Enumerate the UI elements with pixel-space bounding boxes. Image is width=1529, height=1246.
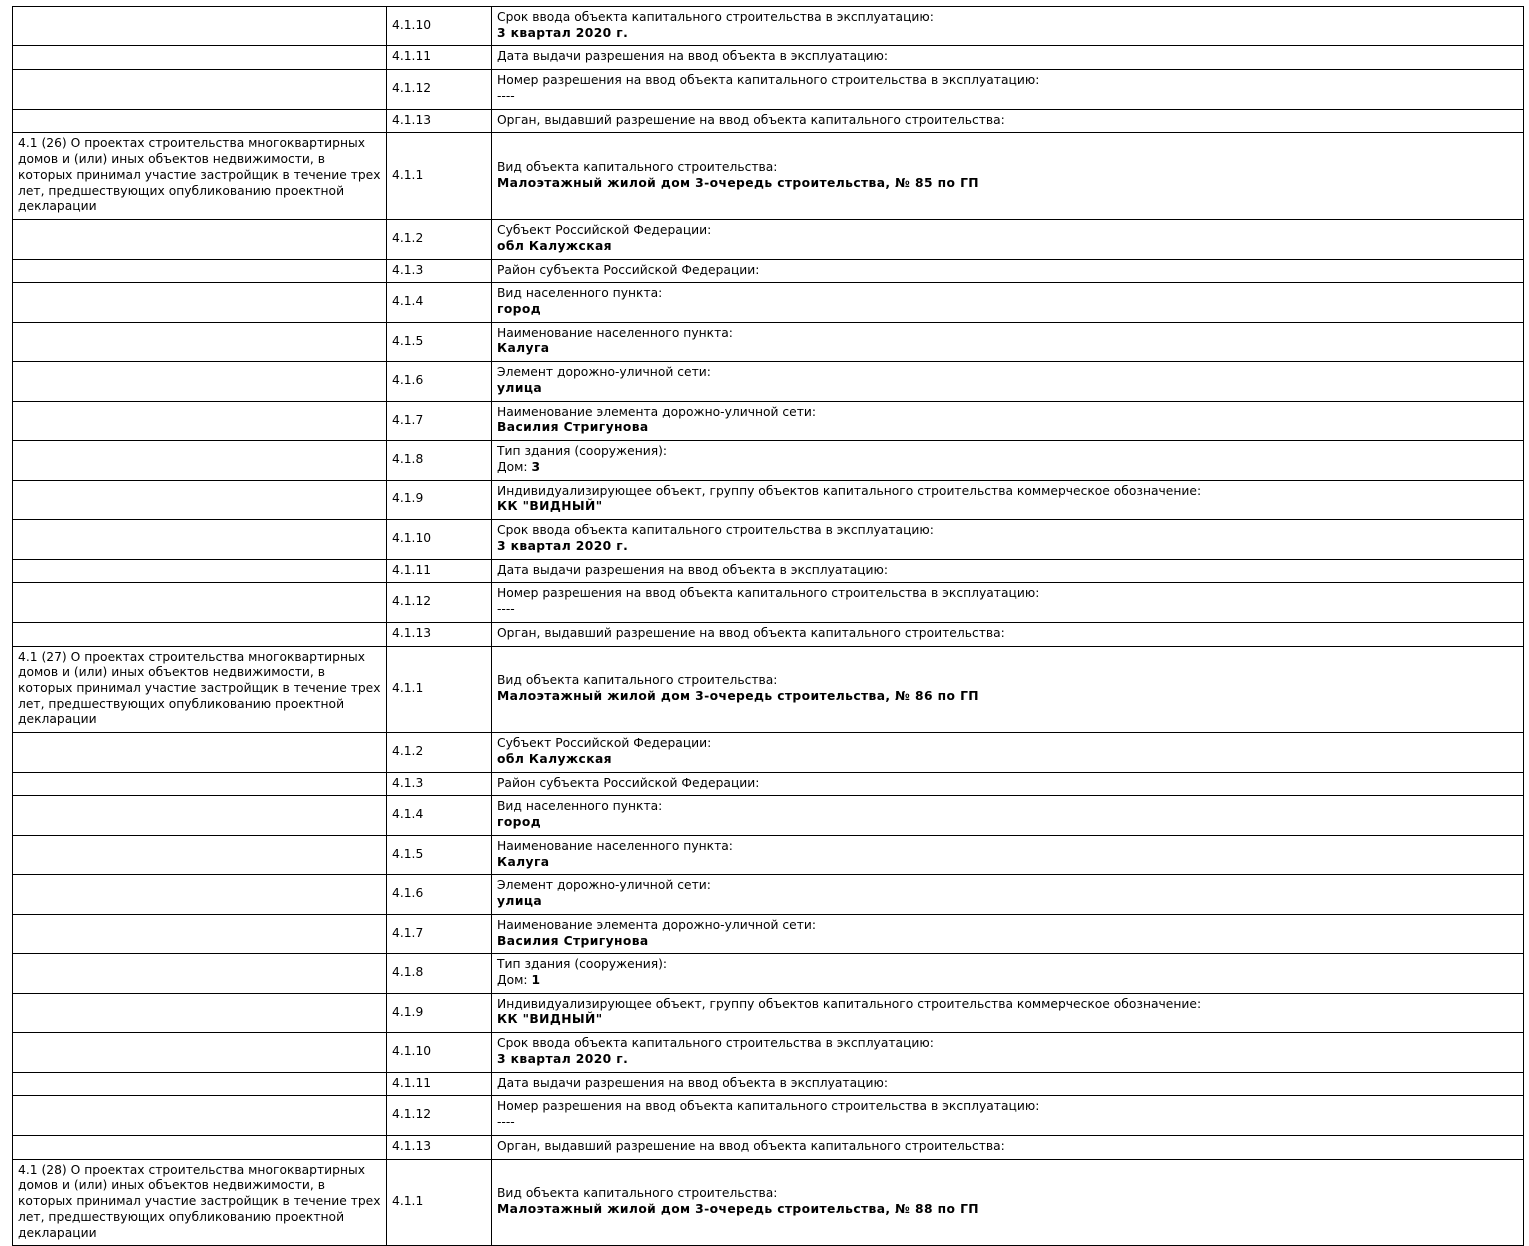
field-code-cell: 4.1.5 [387,322,492,361]
field-value-cell [492,283,1524,322]
field-code-cell: 4.1.2 [387,733,492,772]
section-empty-cell [13,259,387,283]
field-value-cell [492,520,1524,559]
section-empty-cell [13,1033,387,1072]
table-row [13,622,1524,646]
field-label: Вид объекта капитального строительства: [497,673,778,688]
field-label: Номер разрешения на ввод объекта капитального строительства в эксплуатацию: [497,73,1040,88]
field-value-cell [492,7,1524,46]
section-empty-cell [13,559,387,583]
field-code-cell: 4.1.13 [387,109,492,133]
field-code-cell: 4.1.10 [387,1033,492,1072]
field-code-cell: 4.1.13 [387,622,492,646]
section-empty-cell [13,322,387,361]
table-row [13,441,1524,480]
field-label: Дата выдачи разрешения на ввод объекта в эксплуатацию: [497,562,888,577]
field-label: Дата выдачи разрешения на ввод объекта в эксплуатацию: [497,49,888,64]
section-empty-cell [13,914,387,953]
field-code-cell: 4.1.2 [387,220,492,259]
table-row [13,1033,1524,1072]
field-value-number: 3 [531,459,541,474]
section-title-cell: 4.1 (27) О проектах строительства многоквартирных домов и (или) иных объектов недвижимости, в которых принимал участие застройщик в течение трех лет, предшествующих опубликованию проектной декларации [13,646,387,733]
section-empty-cell [13,220,387,259]
table-row [13,401,1524,440]
section-empty-cell [13,583,387,622]
field-value-cell [492,220,1524,259]
table-row [13,583,1524,622]
field-value-cell [492,1072,1524,1096]
field-code-cell: 4.1.10 [387,7,492,46]
field-value-cell [492,70,1524,109]
table-row [13,220,1524,259]
field-value: Василия Стригунова [497,933,649,948]
field-label: Вид населенного пункта: [497,286,663,301]
field-value: обл Калужская [497,238,612,253]
field-value-cell [492,1033,1524,1072]
table-row [13,480,1524,519]
field-value: 3 квартал 2020 г. [497,538,629,553]
section-empty-cell [13,70,387,109]
section-empty-cell [13,733,387,772]
field-code-cell: 4.1.12 [387,1096,492,1135]
field-label: Срок ввода объекта капитального строительства в эксплуатацию: [497,10,934,24]
field-value: город [497,302,542,317]
field-code-cell: 4.1.6 [387,362,492,401]
section-empty-cell [13,7,387,46]
field-value-cell [492,322,1524,361]
field-label: Вид объекта капитального строительства: [497,1186,778,1201]
field-value-cell [492,259,1524,283]
table-row [13,520,1524,559]
field-code-cell: 4.1.9 [387,480,492,519]
table-row [13,954,1524,993]
section-empty-cell [13,993,387,1032]
field-value-cell [492,733,1524,772]
field-code-cell: 4.1.7 [387,401,492,440]
field-value: Калуга [497,341,550,356]
section-empty-cell [13,441,387,480]
field-value-cell [492,362,1524,401]
field-value-cell [492,583,1524,622]
section-empty-cell [13,46,387,70]
table-row [13,993,1524,1032]
table-row [13,283,1524,322]
field-value-cell [492,480,1524,519]
field-value: Василия Стригунова [497,420,649,435]
table-row [13,1159,1524,1246]
field-code-cell: 4.1.11 [387,559,492,583]
section-title-cell: 4.1 (28) О проектах строительства многоквартирных домов и (или) иных объектов недвижимости, в которых принимал участие застройщик в течение трех лет, предшествующих опубликованию проектной декларации [13,1159,387,1246]
section-title-cell: 4.1 (26) О проектах строительства многоквартирных домов и (или) иных объектов недвижимости, в которых принимал участие застройщик в течение трех лет, предшествующих опубликованию проектной декларации [13,133,387,220]
field-value: 3 квартал 2020 г. [497,1051,629,1066]
field-code-cell: 4.1.8 [387,954,492,993]
table-row [13,46,1524,70]
field-code-cell: 4.1.13 [387,1135,492,1159]
field-value-prefix: Дом: [497,972,532,987]
field-value: улица [497,894,543,909]
field-code-cell: 4.1.8 [387,441,492,480]
section-empty-cell [13,283,387,322]
field-value: город [497,815,542,830]
field-code-cell: 4.1.7 [387,914,492,953]
field-value: КК "ВИДНЫЙ" [497,1012,603,1027]
table-row [13,109,1524,133]
field-value: 3 квартал 2020 г. [497,25,629,40]
field-value-cell [492,646,1524,733]
section-empty-cell [13,1135,387,1159]
field-label: Элемент дорожно-уличной сети: [497,365,711,380]
field-label: Район субъекта Российской Федерации: [497,775,760,790]
field-label: Срок ввода объекта капитального строительства в эксплуатацию: [497,523,934,538]
table-row [13,772,1524,796]
field-value: КК "ВИДНЫЙ" [497,499,603,514]
field-value: улица [497,380,543,395]
field-label: Орган, выдавший разрешение на ввод объекта капитального строительства: [497,112,1005,127]
field-value: ---- [497,1115,515,1130]
field-value-number: 1 [531,972,541,987]
field-code-cell: 4.1.10 [387,520,492,559]
field-code-cell: 4.1.12 [387,70,492,109]
field-code-cell: 4.1.4 [387,283,492,322]
field-value [497,460,1518,476]
table-row [13,7,1524,46]
section-empty-cell [13,480,387,519]
field-value-cell [492,914,1524,953]
table-row [13,796,1524,835]
section-empty-cell [13,520,387,559]
section-empty-cell [13,109,387,133]
field-value: Малоэтажный жилой дом 3-очередь строительства, № 86 по ГП [497,688,979,703]
field-value: Малоэтажный жилой дом 3-очередь строительства, № 88 по ГП [497,1201,979,1216]
field-label: Номер разрешения на ввод объекта капитального строительства в эксплуатацию: [497,1099,1040,1114]
field-label: Орган, выдавший разрешение на ввод объекта капитального строительства: [497,625,1005,640]
table-row [13,875,1524,914]
declaration-table-body [13,7,1524,1246]
field-code-cell: 4.1.6 [387,875,492,914]
field-value: ---- [497,602,515,617]
field-value [497,973,1518,989]
table-row [13,362,1524,401]
field-code-cell: 4.1.3 [387,259,492,283]
field-label: Тип здания (сооружения): [497,444,668,459]
table-row [13,835,1524,874]
table-row [13,133,1524,220]
field-code-cell: 4.1.1 [387,646,492,733]
field-label: Срок ввода объекта капитального строительства в эксплуатацию: [497,1036,934,1051]
field-label: Индивидуализирующее объект, группу объектов капитального строительства коммерческое обозначение: [497,996,1202,1011]
field-value-cell [492,875,1524,914]
field-value-cell [492,559,1524,583]
field-label: Дата выдачи разрешения на ввод объекта в эксплуатацию: [497,1075,888,1090]
field-label: Субъект Российской Федерации: [497,736,712,751]
field-label: Номер разрешения на ввод объекта капитального строительства в эксплуатацию: [497,586,1040,601]
table-row [13,1072,1524,1096]
field-code-cell: 4.1.4 [387,796,492,835]
table-row [13,914,1524,953]
field-value: Калуга [497,854,550,869]
field-value-cell [492,401,1524,440]
field-value-cell [492,993,1524,1032]
field-label: Наименование элемента дорожно-уличной сети: [497,404,817,419]
field-label: Элемент дорожно-уличной сети: [497,878,711,893]
field-label: Наименование населенного пункта: [497,838,733,853]
field-code-cell: 4.1.11 [387,1072,492,1096]
field-code-cell: 4.1.5 [387,835,492,874]
field-value-prefix: Дом: [497,459,532,474]
table-row [13,1096,1524,1135]
table-row [13,733,1524,772]
field-code-cell: 4.1.12 [387,583,492,622]
field-code-cell: 4.1.9 [387,993,492,1032]
field-value: Малоэтажный жилой дом 3-очередь строительства, № 85 по ГП [497,175,979,190]
field-value: обл Калужская [497,751,612,766]
field-label: Вид населенного пункта: [497,799,663,814]
field-label: Наименование населенного пункта: [497,325,733,340]
table-row [13,646,1524,733]
field-value-cell [492,1096,1524,1135]
field-label: Район субъекта Российской Федерации: [497,262,760,277]
table-row [13,70,1524,109]
field-value-cell [492,622,1524,646]
field-code-cell: 4.1.11 [387,46,492,70]
section-empty-cell [13,1096,387,1135]
field-value-cell [492,835,1524,874]
table-row [13,322,1524,361]
section-empty-cell [13,796,387,835]
field-label: Наименование элемента дорожно-уличной сети: [497,917,817,932]
section-empty-cell [13,362,387,401]
field-label: Вид объекта капитального строительства: [497,160,778,174]
section-empty-cell [13,954,387,993]
field-code-cell: 4.1.1 [387,1159,492,1246]
section-empty-cell [13,622,387,646]
section-empty-cell [13,772,387,796]
field-label: Субъект Российской Федерации: [497,223,712,238]
field-value-cell [492,954,1524,993]
field-value-cell [492,133,1524,220]
field-code-cell: 4.1.3 [387,772,492,796]
field-label: Индивидуализирующее объект, группу объектов капитального строительства коммерческое обозначение: [497,483,1202,498]
field-value-cell [492,772,1524,796]
field-value-cell [492,441,1524,480]
field-label: Тип здания (сооружения): [497,957,668,972]
section-empty-cell [13,835,387,874]
table-row [13,559,1524,583]
field-value-cell [492,1135,1524,1159]
table-row [13,1135,1524,1159]
field-value-cell [492,109,1524,133]
section-empty-cell [13,1072,387,1096]
field-code-cell: 4.1.1 [387,133,492,220]
field-value-cell [492,796,1524,835]
field-label: Орган, выдавший разрешение на ввод объекта капитального строительства: [497,1138,1005,1153]
section-empty-cell [13,875,387,914]
section-empty-cell [13,401,387,440]
declaration-table [12,6,1524,1246]
table-row [13,259,1524,283]
field-value-cell [492,46,1524,70]
field-value: ---- [497,88,515,103]
field-value-cell [492,1159,1524,1246]
